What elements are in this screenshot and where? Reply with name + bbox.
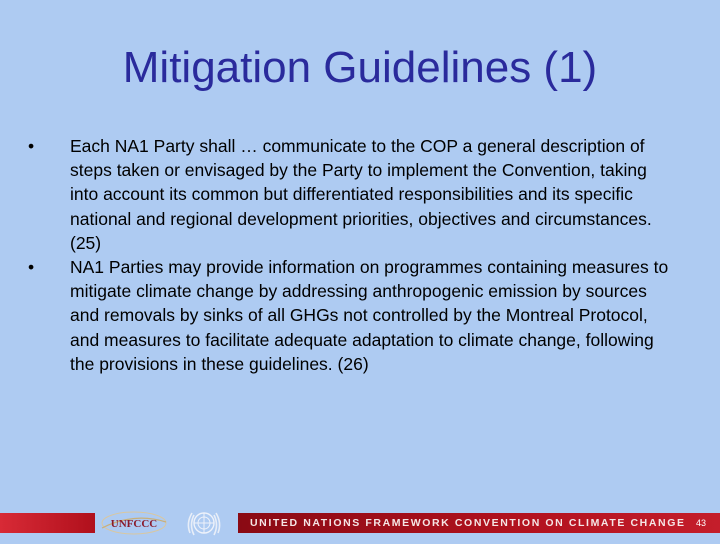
bullet-marker: •	[28, 136, 35, 156]
bullet-list	[28, 134, 678, 376]
unfccc-logo	[98, 510, 170, 536]
page-number: 43	[696, 518, 707, 528]
unfccc-logo-graphic	[98, 510, 170, 536]
unfccc-logo-text: UNFCCC	[110, 518, 158, 530]
bullet-text: Each NA1 Party shall … communicate to the COP a general description of steps taken or envisaged by the Party to implement the Convention, taking into account its common but differentiated responsibilities and its specific national and regional development priorities, objectives and circumstances. (25)	[70, 136, 652, 253]
bullet-marker: •	[28, 257, 35, 278]
bullet-item	[28, 255, 678, 376]
bullet-item	[28, 134, 678, 255]
footer-stripe-left	[0, 513, 95, 533]
footer-banner-text: UNITED NATIONS FRAMEWORK CONVENTION ON CLIMATE CHANGE	[250, 517, 686, 529]
slide-title: Mitigation Guidelines (1)	[122, 43, 598, 92]
un-emblem-icon	[184, 507, 224, 539]
bullet-text: NA1 Parties may provide information on programmes containing measures to mitigate climate change by addressing anthropogenic emission by sources and removals by sinks of all GHGs not controlled by the Montreal Protocol, and measures to facilitate adequate adaptation to climate change, following the provisions in these guidelines. (26)	[70, 257, 669, 374]
